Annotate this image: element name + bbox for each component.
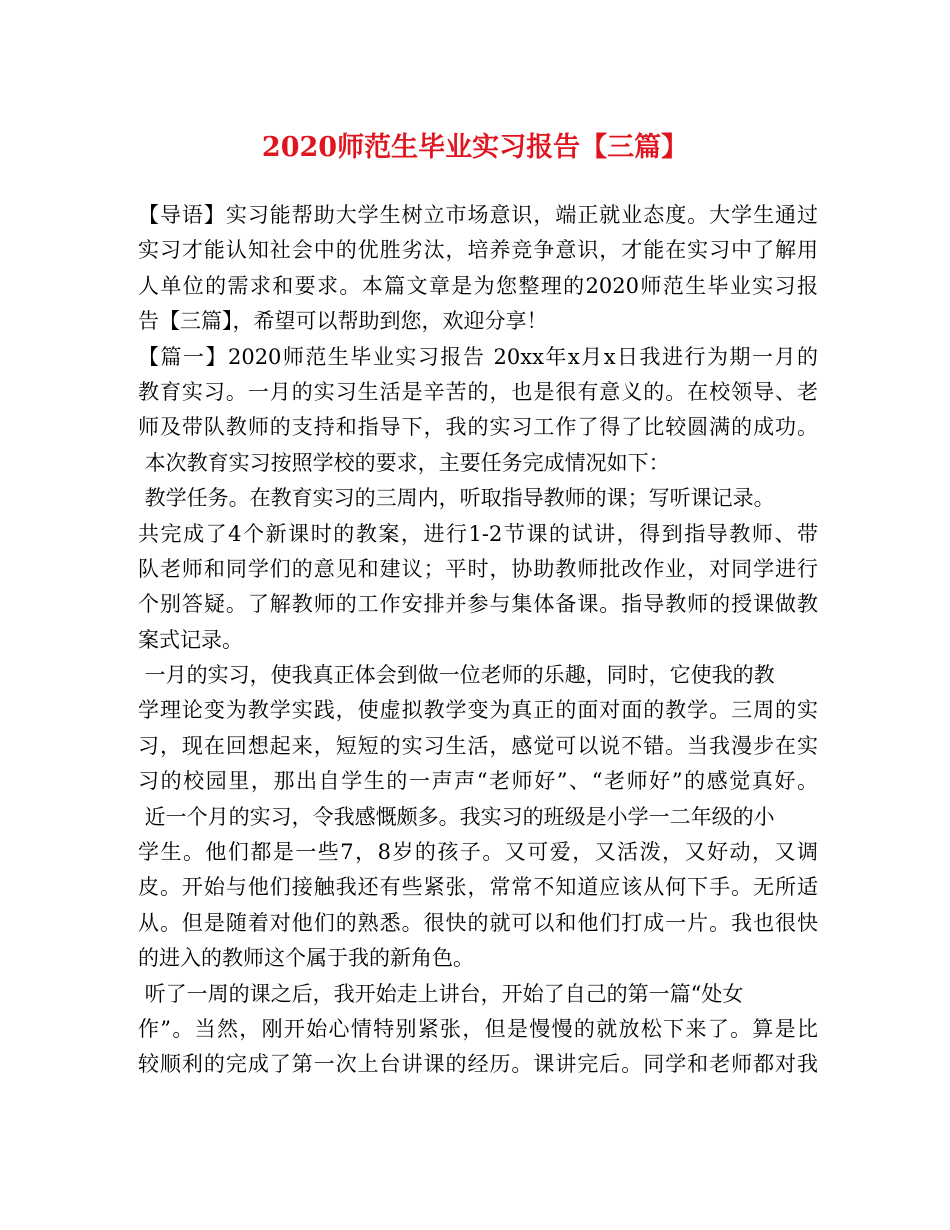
body-line: 习，现在回想起来，短短的实习生活，感觉可以说不错。当我漫步在实 xyxy=(138,733,818,758)
body-line: 学理论变为教学实践，使虚拟教学变为真正的面对面的教学。三周的实 xyxy=(138,698,818,723)
body-line: 习的校园里，那出自学生的一声声“老师好”、“老师好”的感觉真好。 xyxy=(138,769,818,794)
body-line: 从。但是随着对他们的熟悉。很快的就可以和他们打成一片。我也很快 xyxy=(138,910,818,935)
body-line: 教育实习。一月的实习生活是辛苦的，也是很有意义的。在校领导、老 xyxy=(138,379,818,404)
body-line: 队老师和同学们的意见和建议；平时，协助教师批改作业，对同学进行 xyxy=(138,556,818,581)
body-line: 听了一周的课之后，我开始走上讲台，开始了自己的第一篇“处女 xyxy=(138,981,744,1006)
body-line: 共完成了4个新课时的教案，进行1-2节课的试讲，得到指导教师、带 xyxy=(138,521,818,546)
body-line: 告【三篇】，希望可以帮助到您，欢迎分享！ xyxy=(138,309,548,334)
body-line: 师及带队教师的支持和指导下，我的实习工作了得了比较圆满的成功。 xyxy=(138,415,818,440)
body-line: 皮。开始与他们接触我还有些紧张，常常不知道应该从何下手。无所适 xyxy=(138,875,818,900)
body-line: 的进入的教师这个属于我的新角色。 xyxy=(138,946,474,971)
body-line: 较顺利的完成了第一次上台讲课的经历。课讲完后。同学和老师都对我 xyxy=(138,1052,818,1077)
document-body xyxy=(138,198,818,1083)
body-line: 本次教育实习按照学校的要求，主要任务完成情况如下： xyxy=(138,450,670,475)
body-line: 【篇一】2020师范生毕业实习报告 20xx年x月x日我进行为期一月的 xyxy=(138,344,818,369)
body-line: 近一个月的实习，令我感慨颇多。我实习的班级是小学一二年级的小 xyxy=(138,804,775,829)
body-line: 教学任务。在教育实习的三周内，听取指导教师的课；写听课记录。 xyxy=(138,486,775,511)
body-line: 实习才能认知社会中的优胜劣汰，培养竞争意识，才能在实习中了解用 xyxy=(138,238,818,263)
body-line: 人单位的需求和要求。本篇文章是为您整理的2020师范生毕业实习报 xyxy=(138,273,818,298)
body-line: 学生。他们都是一些7，8岁的孩子。又可爱，又活泼，又好动，又调 xyxy=(138,840,818,865)
body-line: 案式记录。 xyxy=(138,627,243,652)
document-title: 2020师范生毕业实习报告【三篇】 xyxy=(261,132,689,163)
body-line: 作”。当然，刚开始心情特别紧张，但是慢慢的就放松下来了。算是比 xyxy=(138,1016,818,1041)
body-line: 个别答疑。了解教师的工作安排并参与集体备课。指导教师的授课做教 xyxy=(138,592,818,617)
body-line: 一月的实习，使我真正体会到做一位老师的乐趣，同时，它使我的教 xyxy=(138,663,775,688)
body-line: 【导语】实习能帮助大学生树立市场意识，端正就业态度。大学生通过 xyxy=(138,203,818,227)
